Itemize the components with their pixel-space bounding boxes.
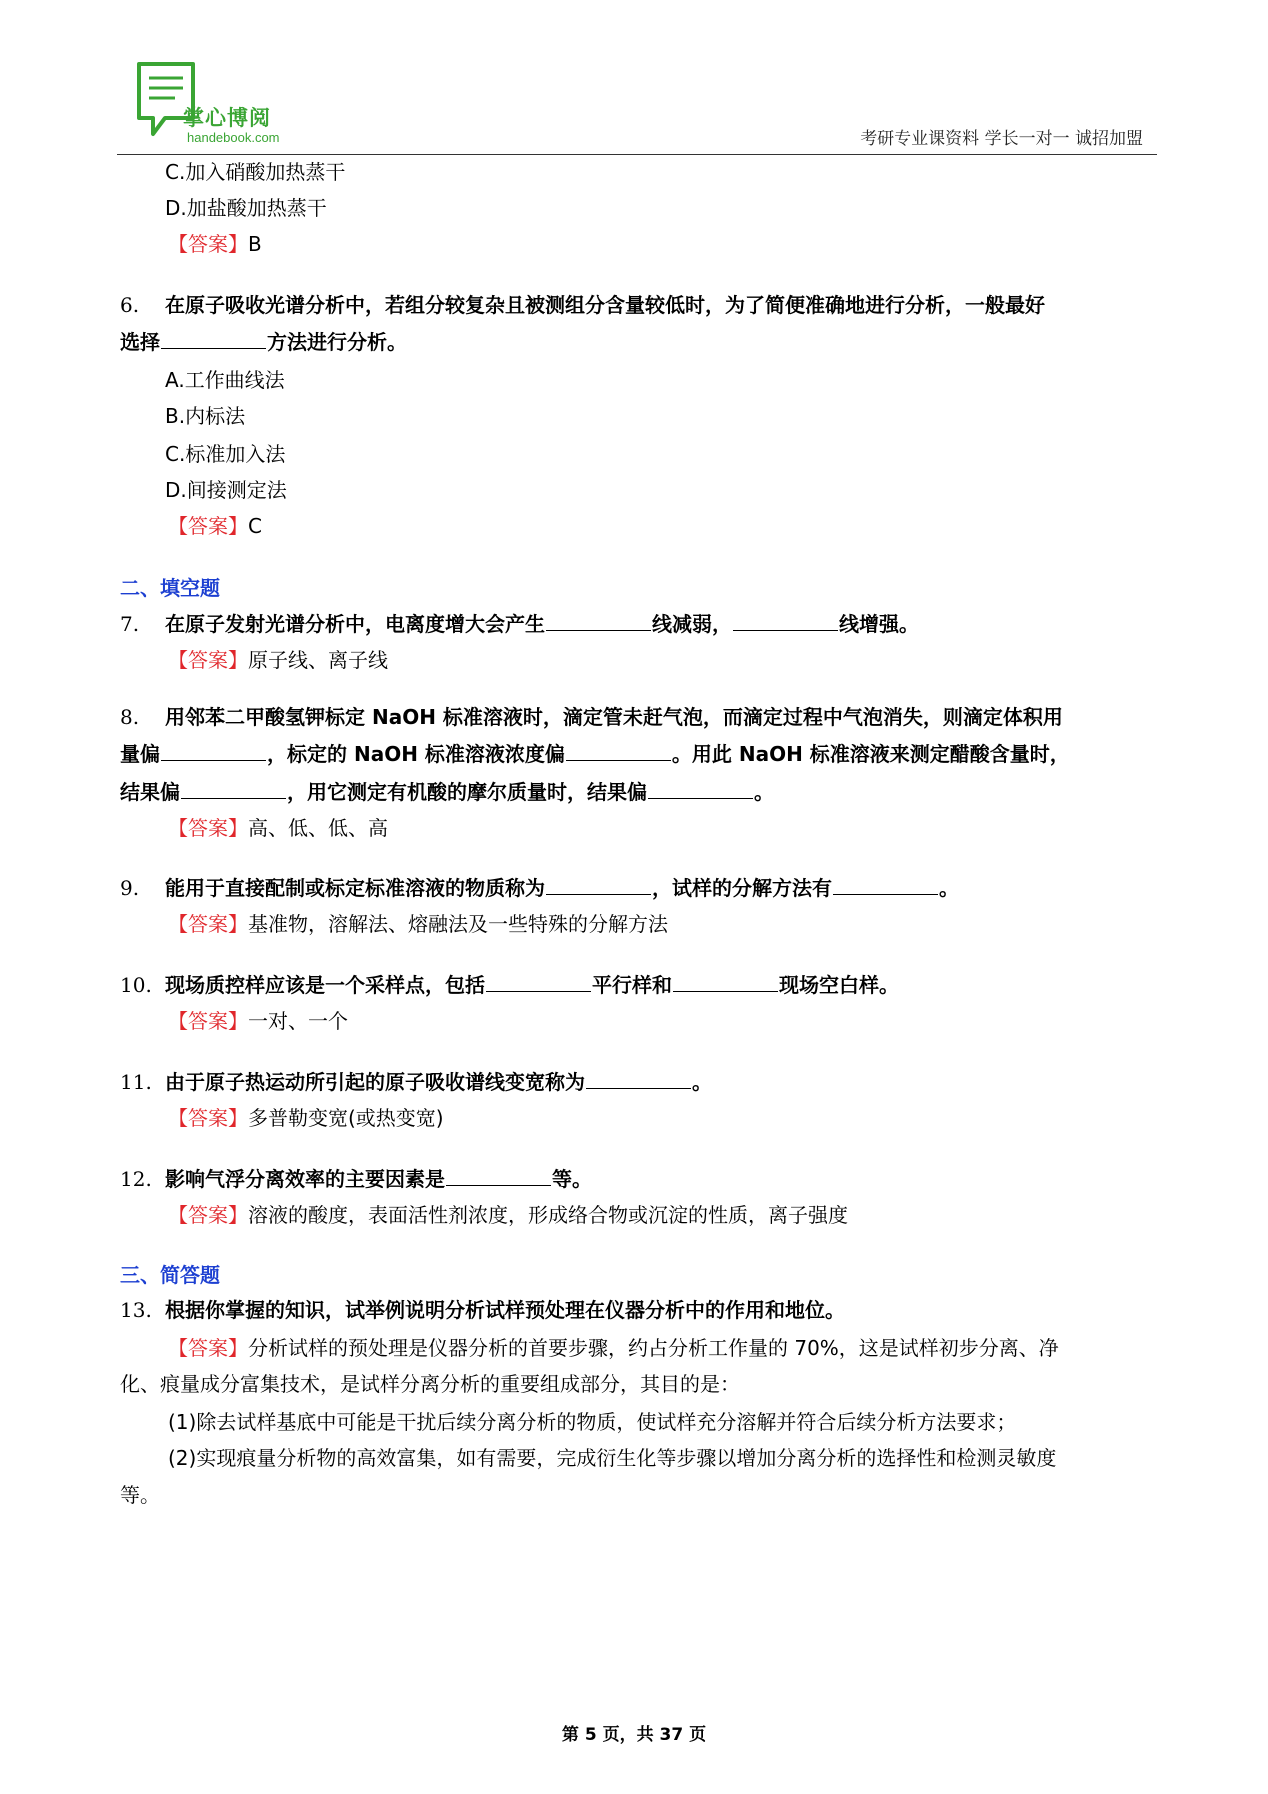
fill-blank xyxy=(546,874,651,895)
option-b: B.内标法 xyxy=(165,404,246,428)
question-text: 现场空白样。 xyxy=(779,973,899,997)
section-heading-fill-blank: 二、填空题 xyxy=(120,576,220,600)
answer-line xyxy=(168,1007,348,1035)
fill-blank xyxy=(566,740,671,761)
fill-blank xyxy=(833,874,938,895)
option-d: D.加盐酸加热蒸干 xyxy=(165,196,327,220)
option-c: C.标准加入法 xyxy=(165,442,286,466)
question-6 xyxy=(120,291,1045,319)
answer-tag: 【答案】 xyxy=(168,912,248,936)
question-8-line2 xyxy=(120,740,1070,768)
answer-tag: 【答案】 xyxy=(168,514,248,538)
question-9 xyxy=(120,874,959,902)
answer-text: 溶液的酸度，表面活性剂浓度，形成络合物或沉淀的性质，离子强度 xyxy=(248,1203,848,1227)
question-number: 10. xyxy=(120,973,152,997)
question-text: 等。 xyxy=(552,1167,592,1191)
handebook-logo xyxy=(135,60,280,146)
question-11 xyxy=(120,1068,712,1096)
fill-blank xyxy=(161,328,266,349)
fill-blank xyxy=(161,740,266,761)
question-text: 选择 xyxy=(120,330,160,354)
answer-line xyxy=(168,512,262,540)
question-number: 7. xyxy=(120,612,140,636)
answer-paragraph xyxy=(168,1334,1059,1362)
answer-line xyxy=(168,1104,444,1132)
fill-blank xyxy=(546,610,651,631)
question-text: 。用此 NaOH 标准溶液来测定醋酸含量时， xyxy=(671,742,1070,766)
option-c: C.加入硝酸加热蒸干 xyxy=(165,160,346,184)
answer-tag: 【答案】 xyxy=(168,1009,248,1033)
fill-blank xyxy=(733,610,838,631)
question-text: 方法进行分析。 xyxy=(267,330,407,354)
header-slogan: 考研专业课资料 学长一对一 诚招加盟 xyxy=(860,129,1143,149)
answer-text: 一对、一个 xyxy=(248,1009,348,1033)
question-number: 6. xyxy=(120,293,140,317)
answer-paragraph-cont: 化、痕量成分富集技术，是试样分离分析的重要组成部分，其目的是： xyxy=(120,1372,740,1396)
question-text: 由于原子热运动所引起的原子吸收谱线变宽称为 xyxy=(165,1070,585,1094)
question-number: 8. xyxy=(120,705,140,729)
question-text: 线减弱， xyxy=(652,612,732,636)
question-6-line2 xyxy=(120,328,407,356)
question-text: 平行样和 xyxy=(592,973,672,997)
question-number: 12. xyxy=(120,1167,152,1191)
option-a: A.工作曲线法 xyxy=(165,368,285,392)
question-text: 现场质控样应该是一个采样点，包括 xyxy=(165,973,485,997)
answer-line xyxy=(168,230,262,258)
answer-text: 多普勒变宽(或热变宽) xyxy=(248,1106,444,1130)
fill-blank xyxy=(673,971,778,992)
question-12 xyxy=(120,1165,592,1193)
question-10 xyxy=(120,971,899,999)
question-text: 线增强。 xyxy=(839,612,919,636)
answer-point-2-cont: 等。 xyxy=(120,1483,160,1507)
logo-text-en: handebook.com xyxy=(187,130,280,145)
question-8-line3 xyxy=(120,778,774,806)
question-8 xyxy=(120,703,1063,731)
answer-point-2: (2)实现痕量分析物的高效富集，如有需要，完成衍生化等步骤以增加分离分析的选择性和检测灵敏度 xyxy=(168,1446,1057,1470)
answer-line xyxy=(168,1201,848,1229)
page-header xyxy=(117,58,1157,155)
fill-blank xyxy=(486,971,591,992)
question-text: 影响气浮分离效率的主要因素是 xyxy=(165,1167,445,1191)
question-text: 在原子发射光谱分析中，电离度增大会产生 xyxy=(165,612,545,636)
fill-blank xyxy=(648,778,753,799)
question-number: 13. xyxy=(120,1298,152,1322)
answer-tag: 【答案】 xyxy=(168,1203,248,1227)
question-text: 。 xyxy=(692,1070,712,1094)
question-text: 根据你掌握的知识，试举例说明分析试样预处理在仪器分析中的作用和地位。 xyxy=(165,1298,845,1322)
answer-line xyxy=(168,814,388,842)
answer-line xyxy=(168,646,388,674)
answer-tag: 【答案】 xyxy=(168,1106,248,1130)
fill-blank xyxy=(181,778,286,799)
section-heading-short-answer: 三、简答题 xyxy=(120,1263,220,1287)
logo-text-cn: 掌心博阅 xyxy=(183,106,271,130)
question-text: ，用它测定有机酸的摩尔质量时，结果偏 xyxy=(287,780,647,804)
page-number-footer: 第 5 页，共 37 页 xyxy=(561,1725,707,1745)
question-text: 量偏 xyxy=(120,742,160,766)
answer-tag: 【答案】 xyxy=(168,648,248,672)
answer-point-1: (1)除去试样基底中可能是干扰后续分离分析的物质，使试样充分溶解并符合后续分析方法要求； xyxy=(168,1410,1017,1434)
question-text: 。 xyxy=(754,780,774,804)
option-d: D.间接测定法 xyxy=(165,478,287,502)
question-number: 11. xyxy=(120,1070,152,1094)
question-7 xyxy=(120,610,919,638)
question-text: 用邻苯二甲酸氢钾标定 NaOH 标准溶液时，滴定管未赶气泡，而滴定过程中气泡消失，则滴定体积用 xyxy=(165,705,1063,729)
question-text: 结果偏 xyxy=(120,780,180,804)
answer-text: 基准物，溶解法、熔融法及一些特殊的分解方法 xyxy=(248,912,668,936)
question-13 xyxy=(120,1296,845,1324)
question-text: ，试样的分解方法有 xyxy=(652,876,832,900)
answer-tag: 【答案】 xyxy=(168,1336,248,1360)
answer-text: 分析试样的预处理是仪器分析的首要步骤，约占分析工作量的 70%，这是试样初步分离、净 xyxy=(248,1336,1059,1360)
question-text: 。 xyxy=(939,876,959,900)
answer-text: B xyxy=(248,232,262,256)
answer-text: 高、低、低、高 xyxy=(248,816,388,840)
fill-blank xyxy=(446,1165,551,1186)
question-text: 在原子吸收光谱分析中，若组分较复杂且被测组分含量较低时，为了简便准确地进行分析，一般最好 xyxy=(165,293,1045,317)
answer-tag: 【答案】 xyxy=(168,232,248,256)
answer-line xyxy=(168,910,668,938)
answer-tag: 【答案】 xyxy=(168,816,248,840)
fill-blank xyxy=(586,1068,691,1089)
question-text: ，标定的 NaOH 标准溶液浓度偏 xyxy=(267,742,565,766)
answer-text: 原子线、离子线 xyxy=(248,648,388,672)
answer-text: C xyxy=(248,514,262,538)
question-text: 能用于直接配制或标定标准溶液的物质称为 xyxy=(165,876,545,900)
question-number: 9. xyxy=(120,876,140,900)
